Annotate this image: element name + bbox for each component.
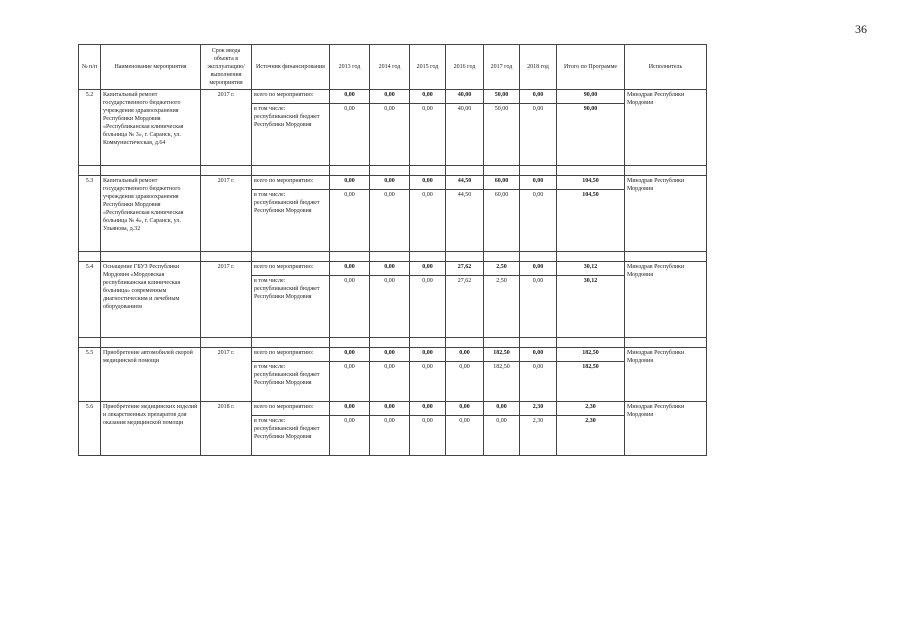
total-value: 40,00 [446,90,484,104]
total-value: 0,00 [330,402,370,416]
source-total: всего по мероприятию: [252,402,330,416]
sub-value: 0,00 [330,362,370,402]
total-value: 0,00 [410,402,446,416]
source-total: всего по мероприятию: [252,90,330,104]
separator-cell [625,166,707,176]
total-value: 30,12 [557,262,625,276]
total-value: 0,00 [370,90,410,104]
source-sub: в том числе: республиканский бюджет Республики Мордовия [252,104,330,166]
separator-cell [79,338,101,348]
header-2016: 2016 год [446,45,484,90]
row-separator [79,166,707,176]
separator-cell [557,338,625,348]
sub-value: 182,50 [484,362,520,402]
separator-cell [625,252,707,262]
table-row [79,90,707,104]
sub-value: 50,00 [484,104,520,166]
header-name: Наименование мероприятия [101,45,201,90]
total-value: 44,50 [446,176,484,190]
table-body [79,90,707,456]
header-2018: 2018 год [520,45,557,90]
header-2013: 2013 год [330,45,370,90]
total-value: 90,00 [557,90,625,104]
separator-cell [484,338,520,348]
separator-cell [101,166,201,176]
sub-value: 2,50 [484,276,520,338]
activity-term: 2017 г. [201,90,252,166]
separator-cell [484,252,520,262]
separator-cell [410,252,446,262]
page-number: 36 [855,22,867,36]
total-value: 0,00 [410,90,446,104]
total-value: 0,00 [446,348,484,362]
total-value: 0,00 [410,348,446,362]
row-number: 5.4 [79,262,101,338]
total-value: 0,00 [520,90,557,104]
header-row [79,45,707,90]
sub-value: 0,00 [410,416,446,456]
sub-value: 0,00 [370,276,410,338]
header-executor: Исполнитель [625,45,707,90]
separator-cell [370,166,410,176]
sub-value: 0,00 [370,416,410,456]
separator-cell [201,338,252,348]
total-value: 0,00 [370,348,410,362]
separator-cell [520,338,557,348]
sub-value: 104,50 [557,190,625,252]
separator-cell [252,252,330,262]
activity-name: Приобретение автомобилей скорой медицинской помощи [101,348,201,402]
total-value: 0,00 [330,348,370,362]
header-no: № п/п [79,45,101,90]
total-value: 104,50 [557,176,625,190]
total-value: 0,00 [370,262,410,276]
separator-cell [201,166,252,176]
row-number: 5.6 [79,402,101,456]
total-value: 60,00 [484,176,520,190]
row-separator [79,338,707,348]
sub-value: 0,00 [370,362,410,402]
source-total: всего по мероприятию: [252,348,330,362]
executor: Минздрав Республики Мордовия [625,348,707,402]
separator-cell [446,252,484,262]
separator-cell [446,338,484,348]
source-total: всего по мероприятию: [252,262,330,276]
sub-value: 90,00 [557,104,625,166]
total-value: 0,00 [520,348,557,362]
sub-value: 0,00 [484,416,520,456]
sub-value: 0,00 [446,362,484,402]
total-value: 2,30 [557,402,625,416]
source-sub: в том числе: республиканский бюджет Республики Мордовия [252,416,330,456]
row-number: 5.2 [79,90,101,166]
table-row [79,402,707,416]
total-value: 50,00 [484,90,520,104]
sub-value: 2,30 [520,416,557,456]
total-value: 0,00 [410,262,446,276]
separator-cell [557,166,625,176]
separator-cell [201,252,252,262]
activity-term: 2017 г. [201,348,252,402]
source-total: всего по мероприятию: [252,176,330,190]
activity-name: Приобретение медицинских изделий и лекарственных препаратов для оказания медицинской помощи [101,402,201,456]
sub-value: 0,00 [330,276,370,338]
row-separator [79,252,707,262]
separator-cell [410,166,446,176]
sub-value: 40,00 [446,104,484,166]
separator-cell [79,166,101,176]
total-value: 0,00 [370,402,410,416]
row-number: 5.3 [79,176,101,252]
header-2015: 2015 год [410,45,446,90]
separator-cell [410,338,446,348]
total-value: 2,50 [484,262,520,276]
separator-cell [625,338,707,348]
separator-cell [370,252,410,262]
activity-term: 2017 г. [201,176,252,252]
separator-cell [79,252,101,262]
sub-value: 60,00 [484,190,520,252]
sub-value: 0,00 [330,190,370,252]
separator-cell [330,252,370,262]
total-value: 0,00 [330,176,370,190]
sub-value: 0,00 [330,104,370,166]
total-value: 0,00 [410,176,446,190]
separator-cell [101,252,201,262]
sub-value: 0,00 [370,190,410,252]
total-value: 0,00 [520,262,557,276]
table-row [79,262,707,276]
executor: Минздрав Республики Мордовия [625,90,707,166]
activity-name: Капитальный ремонт государственного бюджетного учреждения здравоохранения Республики Мордовия «Республиканская клиническая больница № 3», г. Саранск, ул. Коммунистическая, д.64 [101,90,201,166]
sub-value: 44,50 [446,190,484,252]
header-total: Итого по Программе [557,45,625,90]
sub-value: 0,00 [520,362,557,402]
separator-cell [330,338,370,348]
separator-cell [252,338,330,348]
separator-cell [446,166,484,176]
total-value: 0,00 [370,176,410,190]
separator-cell [252,166,330,176]
source-sub: в том числе: республиканский бюджет Республики Мордовия [252,190,330,252]
executor: Минздрав Республики Мордовия [625,402,707,456]
separator-cell [557,252,625,262]
source-sub: в том числе: республиканский бюджет Республики Мордовия [252,276,330,338]
total-value: 182,50 [484,348,520,362]
sub-value: 0,00 [520,104,557,166]
program-activities-table [78,44,707,456]
sub-value: 30,12 [557,276,625,338]
header-source: Источник финансирования [252,45,330,90]
total-value: 182,50 [557,348,625,362]
separator-cell [101,338,201,348]
header-2014: 2014 год [370,45,410,90]
sub-value: 0,00 [520,276,557,338]
sub-value: 0,00 [446,416,484,456]
separator-cell [330,166,370,176]
sub-value: 0,00 [330,416,370,456]
sub-value: 0,00 [370,104,410,166]
separator-cell [370,338,410,348]
source-sub: в том числе: республиканский бюджет Республики Мордовия [252,362,330,402]
sub-value: 0,00 [520,190,557,252]
total-value: 0,00 [330,262,370,276]
activity-term: 2018 г. [201,402,252,456]
sub-value: 0,00 [410,362,446,402]
sub-value: 182,50 [557,362,625,402]
total-value: 2,30 [520,402,557,416]
sub-value: 2,30 [557,416,625,456]
total-value: 0,00 [446,402,484,416]
total-value: 0,00 [484,402,520,416]
header-term: Срок ввода объекта в эксплуатацию/ выполнения мероприятия [201,45,252,90]
sub-value: 0,00 [410,104,446,166]
activity-name: Капитальный ремонт государственного бюджетного учреждения здравоохранения Республики Мордовия «Республиканская клиническая больница № 4», г. Саранск, ул. Ульянова, д.32 [101,176,201,252]
table-row [79,348,707,362]
sub-value: 0,00 [410,190,446,252]
executor: Минздрав Республики Мордовия [625,176,707,252]
activity-term: 2017 г. [201,262,252,338]
executor: Минздрав Республики Мордовия [625,262,707,338]
total-value: 0,00 [330,90,370,104]
row-number: 5.5 [79,348,101,402]
activity-name: Оснащение ГБУЗ Республики Мордовия «Мордовская республиканская клиническая больница» современным диагностическим и лечебным оборудованием [101,262,201,338]
separator-cell [520,252,557,262]
table-row [79,176,707,190]
sub-value: 0,00 [410,276,446,338]
total-value: 27,62 [446,262,484,276]
header-2017: 2017 год [484,45,520,90]
total-value: 0,00 [520,176,557,190]
separator-cell [484,166,520,176]
separator-cell [520,166,557,176]
sub-value: 27,62 [446,276,484,338]
